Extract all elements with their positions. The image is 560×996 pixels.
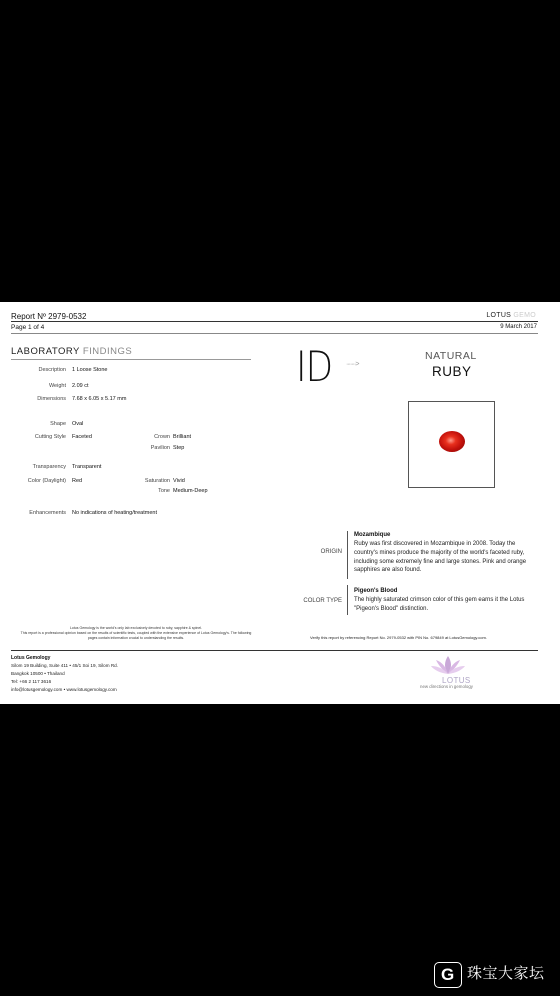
disclaimer-line1: Lotus Gemology is the world's only lab exclusively devoted to ruby, sapphire & spinel. [69, 626, 203, 630]
transparency-label: Transparency [32, 464, 66, 470]
forum-logo-icon [434, 962, 462, 988]
origin-head: Mozambique [354, 532, 391, 538]
saturation-label: Saturation [144, 478, 170, 484]
ruby-gem-image [439, 431, 465, 452]
gem-photo-frame [408, 401, 495, 488]
section-rule [11, 359, 251, 360]
origin-body: Ruby was first discovered in Mozambique in 2008. Today the country's mines produce the majority of the world's faceted ruby, including some extremely fine and large stones. Pink and orange sapphires are also found. [354, 541, 527, 574]
report-number: Report Nº 2979-0532 [11, 312, 87, 321]
footer-company: Lotus Gemology [11, 655, 51, 661]
weight-value: 2.09 ct [72, 383, 89, 389]
color-type-label: COLOR TYPE [303, 598, 342, 604]
crown-label: Crown [154, 434, 170, 440]
verify-note: Verify this report by referencing Report No. 2979-0532 with PIN No. 679849 at LotusGemology.com. [310, 635, 487, 640]
title-light: FINDINGS [82, 346, 133, 357]
dimensions-value: 7.68 x 6.05 x 5.17 mm [72, 396, 127, 402]
footer-address-1: Silom 19 Building, Suite 411 • 45/1 Soi 19, Silom Rd. [11, 663, 118, 668]
description-value: 1 Loose Stone [72, 367, 108, 373]
color-type-body: The highly saturated crimson color of this gem earns it the Lotus "Pigeon's Blood" distinction. [354, 597, 525, 612]
color-type-divider [347, 585, 348, 615]
title-bold: LABORATORY [11, 346, 80, 357]
description-label: Description [38, 367, 66, 373]
pavilion-value: Step [173, 445, 185, 451]
dimensions-label: Dimensions [37, 396, 66, 402]
shape-value: Oval [72, 421, 84, 427]
stone-name: RUBY [432, 364, 472, 379]
saturation-value: Vivid [173, 478, 185, 484]
footer-web: info@lotusgemology.com • www.lotusgemology.com [11, 687, 117, 692]
disclaimer [20, 626, 252, 641]
tone-label: Tone [158, 488, 170, 494]
footer-rule [11, 650, 538, 651]
report-document [0, 302, 560, 704]
section-title [11, 346, 132, 357]
transparency-value: Transparent [72, 464, 102, 470]
dotted-arrow-icon: ·······> [346, 361, 359, 368]
disclaimer-line2: This report is a professional opinion based on the results of scientific tests, coupled with the extensive experience of Lotus Gemology's. The following pages contain information crucial to understanding the results. [20, 631, 252, 640]
forum-logo-letter: G [441, 965, 455, 984]
color-value: Red [72, 478, 83, 484]
header-rule-thin [11, 333, 538, 334]
origin-divider [347, 531, 348, 579]
report-date: 9 March 2017 [500, 324, 537, 330]
cutting-style-label: Cutting Style [34, 434, 66, 440]
enhancements-label: Enhancements [29, 510, 66, 516]
brand-wordmark [486, 312, 536, 319]
cutting-style-value: Faceted [72, 434, 92, 440]
page-indicator: Page 1 of 4 [11, 324, 45, 331]
footer-address-2: Bangkok 10500 • Thailand [11, 671, 65, 676]
footer-logo-name: LOTUS [442, 676, 471, 685]
color-label: Color (Daylight) [27, 478, 66, 484]
footer-tel: Tel: +66 2 117 3616 [11, 679, 52, 684]
footer-logo-tagline: new directions in gemology [420, 684, 473, 689]
weight-label: Weight [48, 383, 66, 389]
tone-value: Medium-Deep [173, 488, 208, 494]
pavilion-label: Pavilion [150, 445, 170, 451]
shape-label: Shape [50, 421, 66, 427]
header-rule [11, 321, 538, 322]
natural-label: NATURAL [425, 350, 477, 362]
crown-value: Brilliant [173, 434, 192, 440]
origin-label: ORIGIN [320, 549, 342, 555]
brand-faded: GEMO [513, 312, 536, 319]
lotus-flower-icon [428, 654, 468, 676]
brand-main: LOTUS [486, 312, 512, 319]
enhancements-value: No indications of heating/treatment [72, 510, 157, 516]
color-type-head: Pigeon's Blood [354, 588, 398, 594]
forum-watermark: 珠宝大家坛 [467, 964, 545, 982]
id-mark: ID [296, 342, 333, 391]
